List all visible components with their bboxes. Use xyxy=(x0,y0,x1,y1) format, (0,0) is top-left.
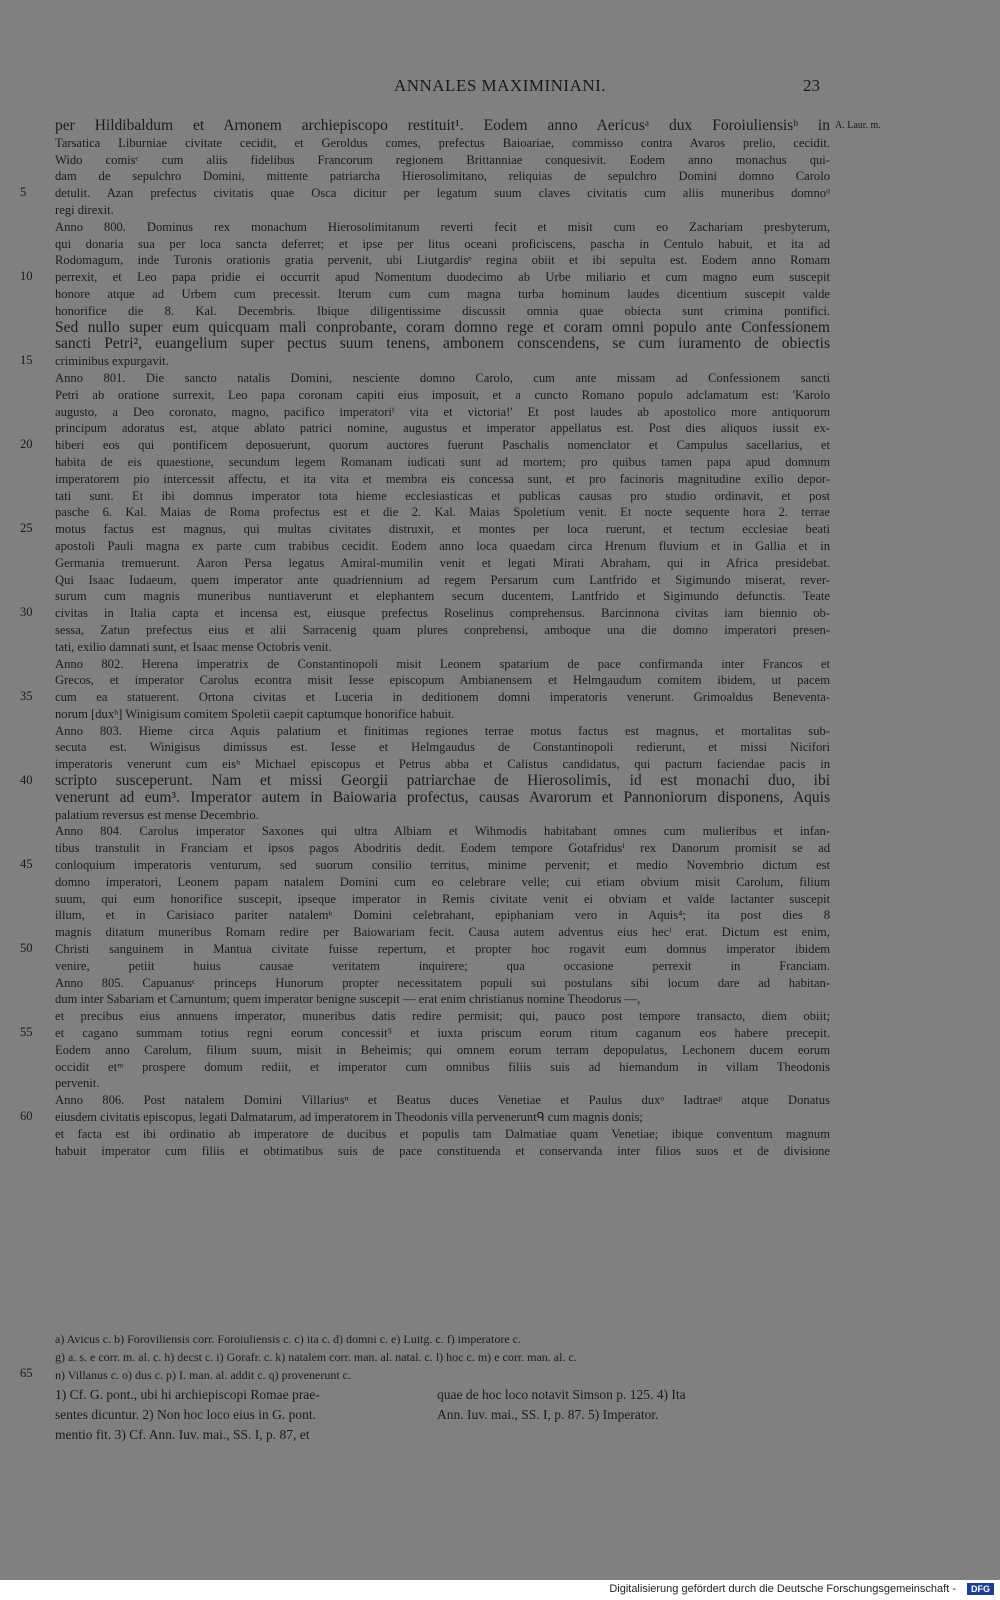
text-line: hiberi eos qui pontificem deposuerunt, quorum auctores fuerunt Paschalis nomenclator et Campulus sacellarius, et xyxy=(55,438,830,453)
line-number: 25 xyxy=(20,521,33,536)
text-line: Wido comisᶜ cum aliis fidelibus Francorum regionem Brittanniae conquesivit. Eodem anno monachus qui- xyxy=(55,152,830,167)
text-line: tibus transtulit in Franciam et ipsos pagos Abodritis dedit. Eodem tempore Gotafridusⁱ rex Danorum promisit se ad xyxy=(55,841,830,856)
text-line: Anno 803. Hieme circa Aquis palatium et finitimas regiones terrae motus factus est magnus, et mortalitas sub- xyxy=(55,723,830,738)
text-line: tati, exilio damnati sunt, et Isaac mense Octobris venit. xyxy=(55,639,332,654)
footnotes-column-right xyxy=(437,1385,797,1425)
text-line: quae de hoc loco notavit Simson p. 125. 4) Ita xyxy=(437,1387,686,1402)
text-line: norum [duxʰ] Winigisum comitem Spoletii caepit captumque honorifice habuit. xyxy=(55,706,455,721)
line-number: 35 xyxy=(20,689,33,704)
line-number: 40 xyxy=(20,773,33,788)
line-number: 20 xyxy=(20,437,33,452)
text-line: apostoli Pauli magna ex parte cum trabibus cecidit. Eodem anno loca quaedam circa Hrenum fluvium et in Gallia et in xyxy=(55,538,830,553)
line-number: 65 xyxy=(20,1366,33,1380)
line-number: 60 xyxy=(20,1109,33,1124)
text-line: Anno 804. Carolus imperator Saxones qui ultra Albiam et Wihmodis habitabant omnes cum mulieribus et infan- xyxy=(55,824,830,839)
line-number: 50 xyxy=(20,941,33,956)
text-line: imperatoris venerunt cum eisʰ Michael episcopus et Petrus abba et Calistus candidatus, qui pactum faciendae pacis in xyxy=(55,757,830,772)
text-line: Grecos, et imperator Carolus econtra misit Iesse episcopum Ambianensem et Helmgaudum comitem ibidem, ut pacem xyxy=(55,673,830,688)
text-line: Germania tremuerunt. Aaron Persa legatus Amiral-mumilin venit et legati Mirati Abraham, qui in Africa presidebat. xyxy=(55,555,830,570)
text-line: surum cum magnis muneribus nuntiaverunt et elephantem secum ducentem, Lantfrido et Sigimundo defunctis. Teate xyxy=(55,589,830,604)
text-line: Anno 806. Post natalem Domini Villariusⁿ et Beatus duces Venetiae et Paulus duxᵒ Iadtraeᵖ atque Donatus xyxy=(55,1093,830,1108)
margin-note: A. Laur. m. xyxy=(835,120,881,131)
text-line: Sed nullo super eum quicquam mali conprobante, coram domno rege et coram omni populo ante Confessionem xyxy=(55,319,830,336)
text-line: venire, petiit huius causae veritatem inquirere; qua occasione perrexit in Franciam. xyxy=(55,958,830,973)
text-line: honorifice die 8. Kal. Decembris. Ibique diligentissime discussit omnia quae obiecta sunt crimina pontifici. xyxy=(55,303,830,318)
text-line: Eodem anno Carolum, filium suum, misit in Beheimis; qui omnem eorum terram depopulatus, Lechonem ducem eorum xyxy=(55,1042,830,1057)
text-line: habita de eis quaestione, secundum legem Romanam iudicati sunt ad mortem; pro quibus tamen papa apud domnum xyxy=(55,454,830,469)
text-line: domno imperatori, Leonem papam natalem Domini cum eo celebrare velle; cui etiam obvium misit Carolum, filium xyxy=(55,874,830,889)
footer-bar xyxy=(0,1580,1000,1600)
text-line: cum ea statuerent. Ortona civitas et Luceria in deditionem domni imperatoris venerunt. Grimoaldus Beneventa- xyxy=(55,690,830,705)
text-line: eiusdem civitatis episcopus, legati Dalmatarum, ad imperatorem in Theodonis villa perveneruntᑫ cum magnis donis; xyxy=(55,1110,643,1125)
text-line: motus factus est magnus, qui multas civitates distruxit, et montes per loca ruerunt, et tectum ecclesiae beati xyxy=(55,522,830,537)
text-line: principum adoratus est, atque ablato patrici nomine, augustus et imperator appellatus est. Post dies aliquos iussit ex- xyxy=(55,421,830,436)
text-line: conloquium imperatoris venturum, sed suorum consilio territus, minime pervenit; et medio Novembrio dictum est xyxy=(55,858,830,873)
text-line: dum inter Sabariam et Carnuntum; quem imperator benigne suscepit — erat enim christianus nomine Theodorus —, xyxy=(55,992,641,1007)
line-number: 45 xyxy=(20,857,33,872)
text-line: Anno 802. Herena imperatrix de Constantinopoli misit Leonem spatarium de pace confirmanda inter Francos et xyxy=(55,656,830,671)
text-line: suum, qui eum honorifice suscepit, ipseque imperator in Remis civitate venit ei obviam et valde lactanter suscepit xyxy=(55,891,830,906)
funding-notice: Digitalisierung gefördert durch die Deutsche Forschungsgemeinschaft - xyxy=(609,1583,956,1595)
text-line: Anno 801. Die sancto natalis Domini, nesciente domno Carolo, cum ante missam ad Confessionem sancti xyxy=(55,370,830,385)
main-text xyxy=(55,118,830,1159)
critical-apparatus xyxy=(55,1330,825,1384)
text-line: secuta est. Winigisus dimissus est. Iesse et Helmgaudus de Constantinopoli redierunt, et missi Nicifori xyxy=(55,740,830,755)
text-line: illum, et in Carisiaco pariter natalemᵏ Domini celebrahant, epiphaniam vero in Aquis⁴; ita post dies 8 xyxy=(55,908,830,923)
text-line: Ann. Iuv. mai., SS. I, p. 87. 5) Imperator. xyxy=(437,1407,659,1422)
text-line: detulit. Azan prefectus civitatis quae Osca dicitur per legatum suum claves civitatis cum aliis muneribus domnoᵈ xyxy=(55,186,830,201)
text-line: imperatorem pio intercessit affectu, et ita vita et membra eis concessa sunt, et pro facinoris magnitudine exilio depor- xyxy=(55,471,830,486)
text-line: sentes dicuntur. 2) Non hoc loco eius in G. pont. xyxy=(55,1407,316,1422)
line-number: 55 xyxy=(20,1025,33,1040)
text-line: palatium reversus est mense Decembrio. xyxy=(55,807,259,822)
text-line: pasche 6. Kal. Maias de Roma profectus est et die 2. Kal. Maias Spoletium venit. Et nocte sequente hora 2. terrae xyxy=(55,505,830,520)
text-line: Anno 800. Dominus rex monachum Hierosolimitanum reverti fecit et misit cum eo Zachariam presbyterum, xyxy=(55,219,830,234)
text-line: Qui Isaac Iudaeum, quem imperator ante quadriennium ad regem Persarum cum Lantfrido et Sigimundo miserat, rever- xyxy=(55,572,830,587)
text-line: occidit etᵐ prospere domum rediit, et imperator cum omnibus filiis suis ad hiemandum in villam Theodonis xyxy=(55,1059,830,1074)
text-line: a) Avicus c. b) Foroviliensis corr. Foroiuliensis c. c) ita c. d) domni c. e) Luitg. c. f) imperatore c. xyxy=(55,1332,521,1346)
text-line: Tarsatica Liburniae civitate cecidit, et Geroldus comes, prefectus Baioariae, commisso contra Avaros prelio, cecidit. xyxy=(55,135,830,150)
text-line: 1) Cf. G. pont., ubi hi archiepiscopi Romae prae- xyxy=(55,1387,320,1402)
text-line: honore atque ad Urbem cum precessit. Iterum cum cum magna turba hominum laudes dicentium suscepit valde xyxy=(55,286,830,301)
text-line: g) a. s. e corr. m. al. c. h) decst c. i) Gorafr. c. k) natalem corr. man. al. natal. c. l) hoc c. m) e corr. man. al. c. xyxy=(55,1350,577,1364)
running-title: ANNALES MAXIMINIANI. xyxy=(393,76,607,95)
line-number: 5 xyxy=(20,185,27,200)
text-line: sancti Petri², euangelium super pectus suum tenens, ambonem conscendens, se cum iuramento de obiectis xyxy=(55,336,830,353)
text-line: qui donaria sua per loca sancta deferret; et ipse per litus oceani proficiscens, pascha in Centulo habuit, et ita ad xyxy=(55,236,830,251)
line-number: 10 xyxy=(20,269,33,284)
text-line: habuit imperator cum filiis et obtimatibus suis de pace constituenda et conservanda inter filios suos et de divisione xyxy=(55,1143,830,1158)
text-line: scripto susceperunt. Nam et missi Georgii patriarchae de Hierosolimis, id est monachi duo, ibi xyxy=(55,773,830,790)
text-line: Petri ab oratione surrexit, Leo papa coronam capiti eius imposuit, et a cuncto Romano populo adclamatum est: 'Karolo xyxy=(55,387,830,402)
page-number: 23 xyxy=(803,76,820,95)
dfg-logo: DFG xyxy=(967,1583,994,1595)
text-line: tati sunt. Et ibi domnus imperator tota hieme ecclesiasticas et publicas causas pro studio ordinavit, et post xyxy=(55,488,830,503)
text-line: pervenit. xyxy=(55,1076,100,1091)
text-line: mentio fit. 3) Cf. Ann. Iuv. mai., SS. I, p. 87, et xyxy=(55,1427,310,1442)
text-line: per Hildibaldum et Arnonem archiepiscopo restituit¹. Eodem anno Aericusᵃ dux Foroiuliensisᵇ in xyxy=(55,118,830,134)
text-line: Rodomagum, inde Turonis orationis gratia pervenit, ubi Liutgardisᵉ regina obiit et ibi sepulta est. Eodem anno Romam xyxy=(55,253,830,268)
text-line: magnis ditatum muneribus Romam redire per Baiowariam fecit. Causa autem adventus eius hecˡ erat. Dictum est enim, xyxy=(55,925,830,940)
text-line: n) Villanus c. o) dus c. p) I. man. al. addit c. q) provenerunt c. xyxy=(55,1368,351,1382)
text-line: criminibus expurgavit. xyxy=(55,354,169,369)
text-line: dam de sepulchro Domini, mittente patriarcha Hierosolimitano, reliquias de sepulchro Domini domno Carolo xyxy=(55,169,830,184)
text-line: augusto, a Deo coronato, magno, pacifico imperatoriᶠ vita et victoria!' Et post laudes ab apostolico more antiquorum xyxy=(55,404,830,419)
text-line: regi direxit. xyxy=(55,202,114,217)
text-line: venerunt ad eum³. Imperator autem in Baiowaria profectus, causas Avarorum et Pannoniorum disponens, Aquis xyxy=(55,789,830,806)
text-line: et precibus eius annuens imperator, muneribus datis redire permisit; qui, pauco post tempore transacto, diem obiit; xyxy=(55,1009,830,1024)
text-line: Christi sanguinem in Mantua civitate fuisse repertum, et propter hoc rogavit eum domnus imperator ibidem xyxy=(55,942,830,957)
text-line: Anno 805. Capuanusᶜ princeps Hunorum propter necessitatem populi sui postulans sibi locum dare ad habitan- xyxy=(55,975,830,990)
text-line: et cagano summam totius regni eorum concessit⁵ et iuxta priscum eorum ritum caganum eos habere precepit. xyxy=(55,1026,830,1041)
text-line: et facta est ibi ordinatio ab imperatore de ducibus et populis tam Dalmatiae quam Venetiae; ibique conventum magnum xyxy=(55,1126,830,1141)
footnotes-column-left xyxy=(55,1385,435,1445)
text-line: sessa, Zatun prefectus eius et alii Sarracenig quam plures conprehensi, amboque una die domno imperatori presen- xyxy=(55,622,830,637)
text-line: perrexit, et Leo papa pridie ei occurrit apud Nomentum duodecimo ab Urbe miliario et cum magno eum suscepit xyxy=(55,270,830,285)
text-line: civitas in Italia capta et incensa est, eiusque prefectus Roselinus comprehensus. Barcinnona civitas iam biennio ob- xyxy=(55,606,830,621)
line-number: 30 xyxy=(20,605,33,620)
line-number: 15 xyxy=(20,353,33,368)
